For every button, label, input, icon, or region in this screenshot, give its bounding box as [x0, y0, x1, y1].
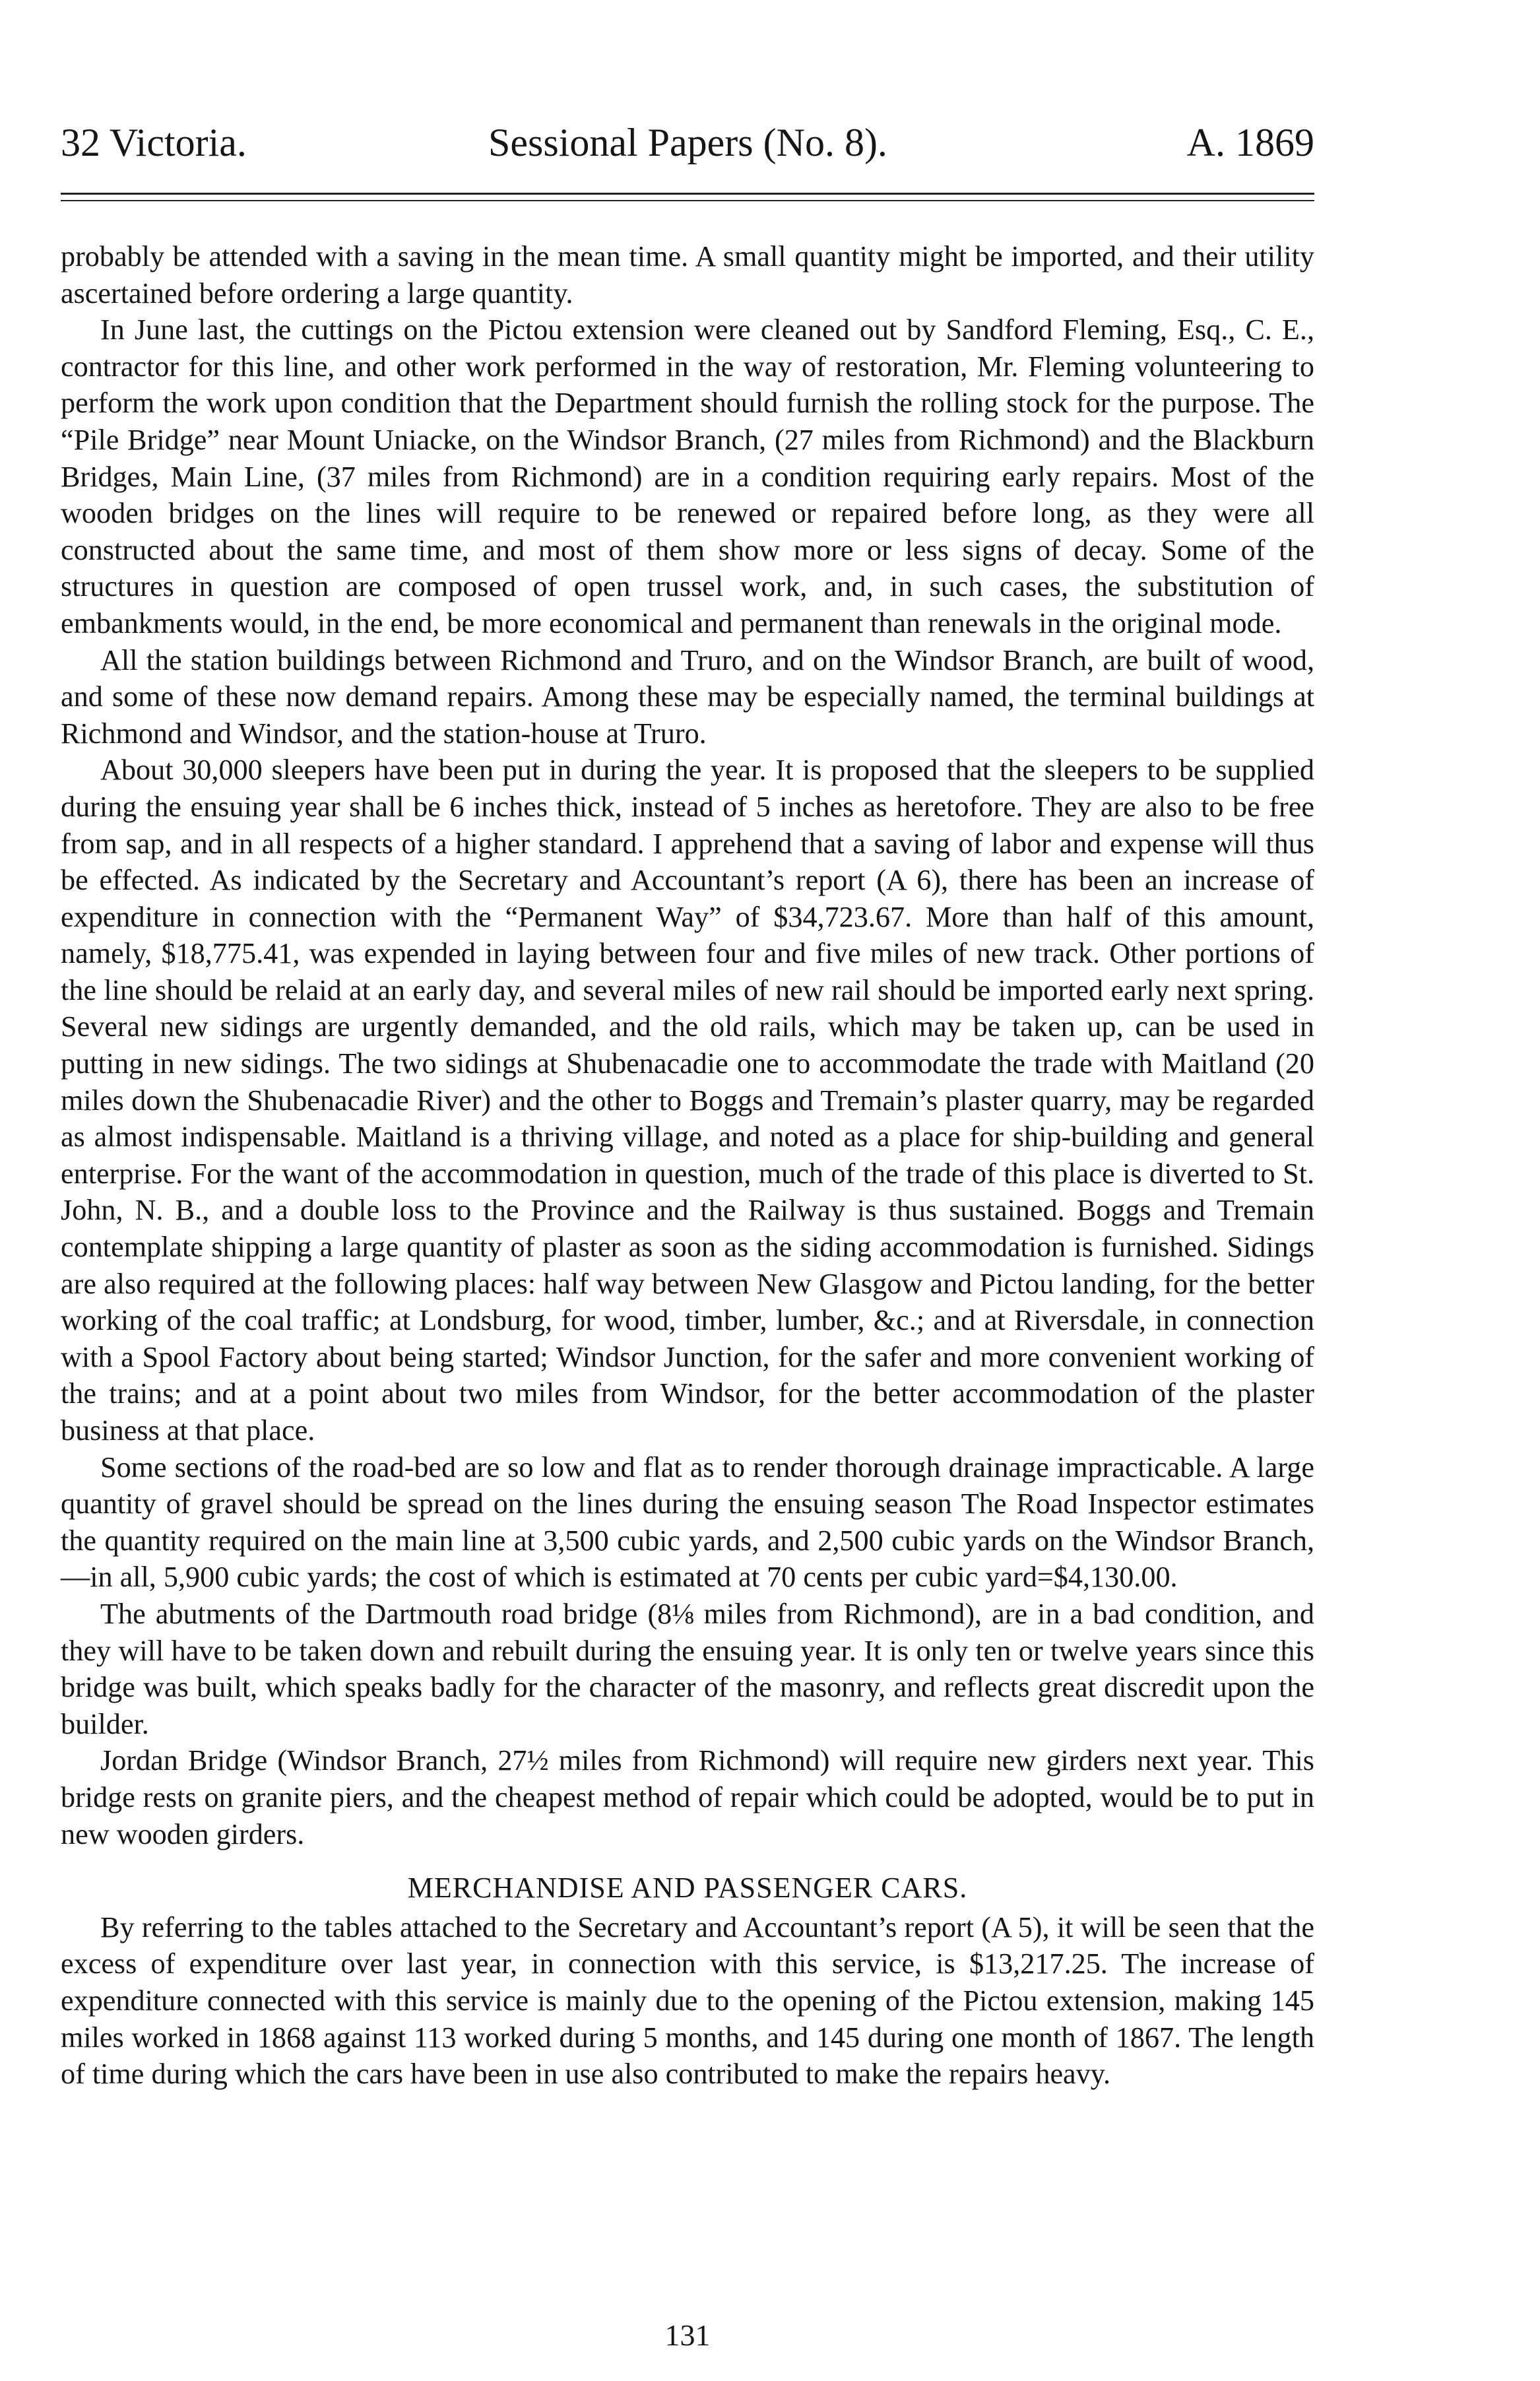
document-title: Sessional Papers (No. 8).: [488, 121, 887, 164]
section-heading: MERCHANDISE AND PASSENGER CARS.: [407, 1872, 968, 1905]
page: [61, 112, 1314, 2352]
body-text: [61, 238, 1314, 2093]
paragraph: Some sections of the road-bed are so low and flat as to render thorough drainage impracticable. A large quantity of gravel should be spread on the lines during the ensuing season The Road Inspector estimates the quantity required on the main line at 3,500 cubic yards, and 2,500 cubic yards on the Windsor Branch,—in all, 5,900 cubic yards; the cost of which is estimated at 70 cents per cubic yard=$4,130.00.: [61, 1451, 1314, 1594]
paragraph: In June last, the cuttings on the Pictou extension were cleaned out by Sandford Fleming, Esq., C. E., contractor for this line, and other work performed in the way of restoration, Mr. Fleming volunteering to perform the work upon condition that the Department should furnish the rolling stock for the purpose. The “Pile Bridge” near Mount Uniacke, on the Windsor Branch, (27 miles from Richmond) and the Blackburn Bridges, Main Line, (37 miles from Richmond) are in a condition requiring early repairs. Most of the wooden bridges on the lines will require to be renewed or repaired before long, as they were all constructed about the same time, and most of them show more or less signs of decay. Some of the structures in question are composed of open trussel work, and, in such cases, the substitution of embankments would, in the end, be more economical and permanent than renewals in the original mode.: [61, 313, 1314, 639]
paragraph: probably be attended with a saving in the mean time. A small quantity might be imported, and their utility ascertained before ordering a large quantity.: [61, 240, 1314, 310]
session-label: 32 Victoria.: [61, 121, 247, 164]
page-number: 131: [664, 2318, 711, 2352]
header-rule: [61, 193, 1314, 195]
paragraph: Jordan Bridge (Windsor Branch, 27½ miles from Richmond) will require new girders next year. This bridge rests on granite piers, and the cheapest method of repair which could be adopted, would be to put in new wooden girders.: [61, 1744, 1314, 1850]
paragraph: About 30,000 sleepers have been put in during the year. It is proposed that the sleepers to be supplied during the ensuing year shall be 6 inches thick, instead of 5 inches as heretofore. They are also to be free from sap, and in all respects of a higher standard. I apprehend that a saving of labor and expense will thus be effected. As indicated by the Secretary and Accountant’s report (A 6), there has been an increase of expenditure in connection with the “Permanent Way” of $34,723.67. More than half of this amount, namely, $18,775.41, was expended in laying between four and five miles of new track. Other portions of the line should be relaid at an early day, and several miles of new rail should be imported early next spring. Several new sidings are urgently demanded, and the old rails, which may be taken up, can be used in putting in new sidings. The two sidings at Shubenacadie one to accommodate the trade with Maitland (20 miles down the Shubenacadie River) and the other to Boggs and Tremain’s plaster quarry, may be regarded as almost indispensable. Maitland is a thriving village, and noted as a place for ship-building and general enterprise. For the want of the accommodation in question, much of the trade of this place is diverted to St. John, N. B., and a double loss to the Province and the Railway is thus sustained. Boggs and Tremain contemplate shipping a large quantity of plaster as soon as the siding accommodation is furnished. Sidings are also required at the following places: half way between New Glasgow and Pictou landing, for the better working of the coal traffic; at Londsburg, for wood, timber, lumber, &c.; and at Riversdale, in connection with a Spool Factory about being started; Windsor Junction, for the safer and more convenient working of the trains; and at a point about two miles from Windsor, for the better accommodation of the plaster business at that place.: [61, 754, 1314, 1447]
year-label: A. 1869: [1186, 121, 1314, 164]
section-paragraph: By referring to the tables attached to the Secretary and Accountant’s report (A 5), it will be seen that the excess of expenditure over last year, in connection with this service, is $13,217.25. The increase of expenditure connected with this service is mainly due to the opening of the Pictou extension, making 145 miles worked in 1868 against 113 worked during 5 months, and 145 during one month of 1867. The length of time during which the cars have been in use also contributed to make the repairs heavy.: [61, 1910, 1314, 2091]
header-rule-double: [61, 200, 1314, 201]
running-head: [61, 112, 1314, 173]
paragraph: All the station buildings between Richmond and Truro, and on the Windsor Branch, are built of wood, and some of these now demand repairs. Among these may be especially named, the terminal buildings at Richmond and Windsor, and the station-house at Truro.: [61, 643, 1314, 750]
paragraph: The abutments of the Dartmouth road bridge (8⅛ miles from Richmond), are in a bad condition, and they will have to be taken down and rebuilt during the ensuing year. It is only ten or twelve years since this bridge was built, which speaks badly for the character of the masonry, and reflects great discredit upon the builder.: [61, 1597, 1314, 1740]
